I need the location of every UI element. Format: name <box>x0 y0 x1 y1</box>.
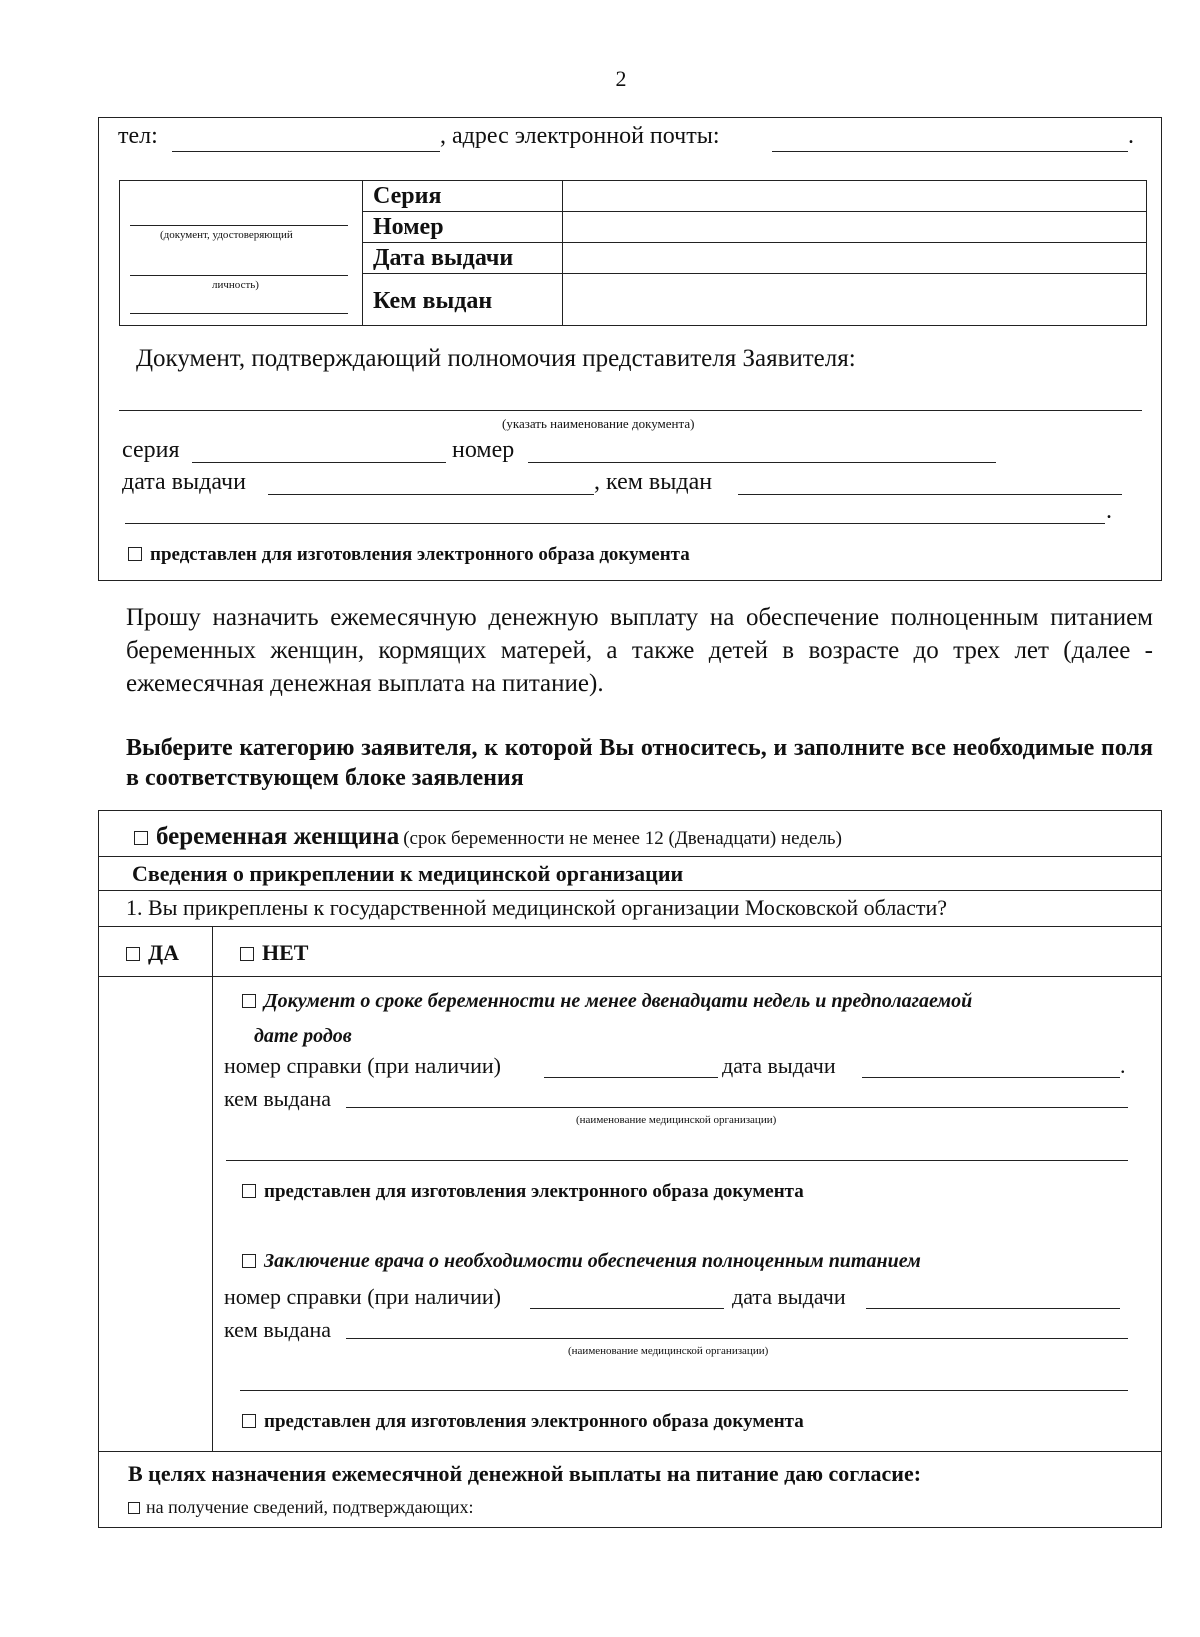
attachment-question: 1. Вы прикреплены к государственной медицинской организации Московской области? <box>126 895 947 920</box>
rep-issue-date-label: дата выдачи <box>122 469 246 495</box>
block-row-line <box>98 890 1162 891</box>
id-row-issued-by-label: Кем выдан <box>373 288 493 314</box>
pregnancy-document-title-cont: дате родов <box>254 1025 352 1047</box>
checkbox-icon[interactable] <box>242 1184 256 1198</box>
request-text: Прошу назначить ежемесячную денежную выплату на обеспечение полноценным питанием беременных женщин, кормящих матерей, а также детей в возрасте до трех лет (далее - ежемесячная денежная выплата на питание). <box>126 604 1153 697</box>
doc2-electronic-copy-option[interactable] <box>242 1411 804 1433</box>
email-field[interactable] <box>772 151 1128 152</box>
id-doc-caption: (документ, удостоверяющий <box>160 229 293 241</box>
checkbox-icon[interactable] <box>242 1254 256 1268</box>
block-row-line <box>98 1451 1162 1452</box>
representative-heading: Документ, подтверждающий полномочия представителя Заявителя: <box>136 345 856 372</box>
rep-issue-date-field[interactable] <box>268 494 594 495</box>
id-row-series-label: Серия <box>373 183 442 209</box>
checkbox-icon[interactable] <box>242 1414 256 1428</box>
doc1-med-org-caption: (наименование медицинской организации) <box>576 1114 777 1126</box>
checkbox-icon[interactable] <box>134 831 148 845</box>
doc2-issued-by-label: кем выдана <box>224 1317 331 1342</box>
pregnant-woman-option[interactable] <box>134 823 842 851</box>
answer-yes-option[interactable] <box>126 940 179 966</box>
id-doc-caption: личность) <box>212 279 259 291</box>
doc2-issue-date-label: дата выдачи <box>732 1284 846 1309</box>
rep-electronic-copy-label: представлен для изготовления электронного образа документа <box>150 544 690 565</box>
doc1-issued-by-field-continued[interactable] <box>226 1160 1128 1161</box>
doc1-electronic-copy-option[interactable] <box>242 1181 804 1203</box>
doc1-issue-date-label: дата выдачи <box>722 1053 836 1078</box>
checkbox-icon[interactable] <box>128 1502 140 1514</box>
tel-field[interactable] <box>172 151 440 152</box>
consent-title: В целях назначения ежемесячной денежной выплаты на питание даю согласие: <box>128 1461 922 1486</box>
consent-item-1-label: на получение сведений, подтверждающих: <box>146 1497 474 1517</box>
doc1-certificate-number-field[interactable] <box>544 1077 718 1078</box>
block-row-line <box>98 976 1162 977</box>
rep-end-dot: . <box>1106 498 1112 524</box>
pregnancy-document-option[interactable] <box>242 990 972 1013</box>
consent-item-1[interactable] <box>128 1497 474 1518</box>
rep-number-field[interactable] <box>528 462 996 463</box>
doc1-issue-date-field[interactable] <box>862 1077 1120 1078</box>
pregnant-woman-note: (срок беременности не менее 12 (Двенадцати) недель) <box>403 828 842 849</box>
doc1-end-dot: . <box>1120 1053 1126 1078</box>
id-issue-date-value[interactable] <box>564 244 1144 272</box>
email-end-dot: . <box>1128 123 1134 149</box>
id-table-row-line <box>362 242 1147 243</box>
attachment-section-title: Сведения о прикреплении к медицинской организации <box>132 861 684 886</box>
doc2-med-org-caption: (наименование медицинской организации) <box>568 1345 769 1357</box>
id-table-row-line <box>362 211 1147 212</box>
id-table-row-line <box>362 273 1147 274</box>
answer-yes-label: ДА <box>148 940 180 965</box>
answer-no-option[interactable] <box>240 940 308 966</box>
category-instruction: Выберите категорию заявителя, к которой Вы относитесь, и заполните все необходимые поля в соответствующем блоке заявления <box>126 735 1153 791</box>
doc1-electronic-copy-label: представлен для изготовления электронного образа документа <box>264 1181 804 1202</box>
yes-no-divider <box>212 926 213 1451</box>
id-row-issue-date-label: Дата выдачи <box>373 245 514 271</box>
id-number-value[interactable] <box>564 213 1144 241</box>
rep-issued-by-label: , кем выдан <box>594 469 713 495</box>
checkbox-icon[interactable] <box>240 947 254 961</box>
checkbox-icon[interactable] <box>242 994 256 1008</box>
representative-doc-caption: (указать наименование документа) <box>502 416 695 431</box>
page-number: 2 <box>615 66 627 91</box>
rep-electronic-copy-option[interactable] <box>128 544 690 566</box>
id-doc-name-line[interactable] <box>130 313 348 314</box>
rep-series-label: серия <box>122 437 180 463</box>
rep-issued-by-field-continued[interactable] <box>125 523 1105 524</box>
id-doc-name-line[interactable] <box>130 275 348 276</box>
id-issued-by-value[interactable] <box>564 275 1144 325</box>
id-table-divider <box>562 180 563 326</box>
doctor-conclusion-option[interactable] <box>242 1250 921 1273</box>
id-table-divider <box>362 180 363 326</box>
doc1-certificate-number-label: номер справки (при наличии) <box>224 1053 501 1078</box>
rep-number-label: номер <box>452 437 515 463</box>
checkbox-icon[interactable] <box>126 947 140 961</box>
answer-no-label: НЕТ <box>262 940 309 965</box>
email-label: , адрес электронной почты: <box>440 123 720 149</box>
block-row-line <box>98 926 1162 927</box>
doc2-electronic-copy-label: представлен для изготовления электронного образа документа <box>264 1411 804 1432</box>
id-series-value[interactable] <box>564 182 1144 210</box>
doc2-certificate-number-label: номер справки (при наличии) <box>224 1284 501 1309</box>
pregnant-woman-title: беременная женщина <box>156 823 400 850</box>
tel-label: тел: <box>118 123 158 149</box>
rep-issued-by-field[interactable] <box>738 494 1122 495</box>
id-row-number-label: Номер <box>373 214 444 240</box>
doc1-issued-by-label: кем выдана <box>224 1086 331 1111</box>
checkbox-icon[interactable] <box>128 547 142 561</box>
id-doc-name-line[interactable] <box>130 225 348 226</box>
doctor-conclusion-title: Заключение врача о необходимости обеспечения полноценным питанием <box>264 1250 921 1272</box>
doc2-certificate-number-field[interactable] <box>530 1308 724 1309</box>
doc2-issue-date-field[interactable] <box>866 1308 1120 1309</box>
rep-series-field[interactable] <box>192 462 446 463</box>
representative-doc-name-field[interactable] <box>119 410 1142 411</box>
doc2-issued-by-field[interactable] <box>346 1338 1128 1339</box>
block-row-line <box>98 856 1162 857</box>
doc1-issued-by-field[interactable] <box>346 1107 1128 1108</box>
pregnancy-document-title: Документ о сроке беременности не менее двенадцати недель и предполагаемой <box>264 990 973 1012</box>
doc2-issued-by-field-continued[interactable] <box>240 1390 1128 1391</box>
